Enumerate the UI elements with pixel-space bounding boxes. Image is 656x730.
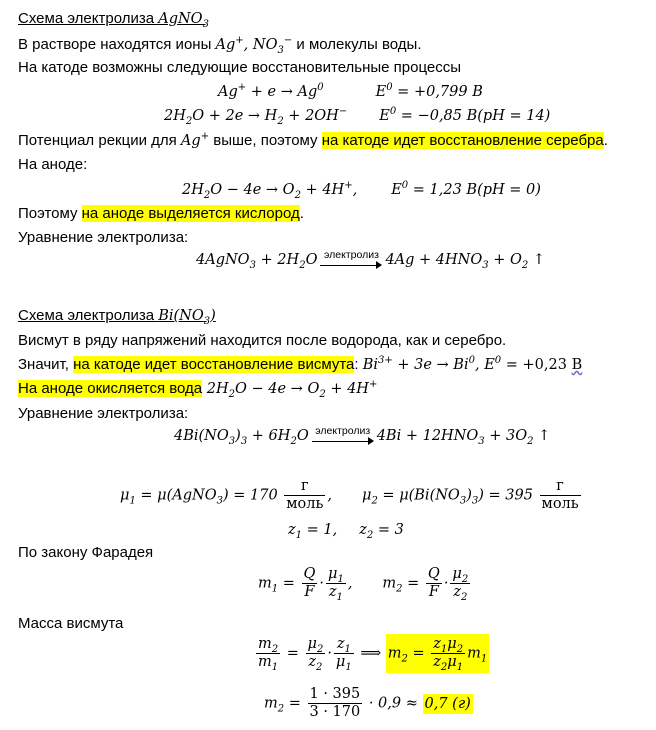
bismuth-cathode-line: Значит, на катоде идет восстановление висмута: $Bi^{3+} + 3e \to Bi^0$, $E^0 = +0,23$ В	[18, 355, 583, 373]
highlight-answer: 0,7 (г)	[424, 695, 471, 712]
cathode-eq-water: $2H_2O + 2e \to H_2 + 2OH^-$ $E^0 = -0,85$ В(pH = 14)	[164, 106, 551, 127]
arrow-electrolysis-2: электролиз	[312, 426, 374, 446]
highlight-m2-formula: $m_2$ = $\frac{z_1\mu_2}{z_2\mu_1}$ $m_1$	[387, 636, 488, 673]
faraday-label: По закону Фарадея	[18, 544, 154, 561]
anode-conclusion: Поэтому на аноде выделяется кислород.	[18, 205, 304, 222]
electrolysis-eq-label: Уравнение электролиза:	[18, 229, 189, 246]
cathode-intro: На катоде возможны следующие восстановительные процессы	[18, 59, 462, 76]
arrow-electrolysis: электролиз	[320, 250, 382, 270]
mass-label: Масса висмута	[18, 615, 124, 632]
bismuth-anode-line: На аноде окисляется вода $2H_2O - 4e \to O_2 + 4H^+$	[18, 379, 378, 400]
section1-title: Схема электролиза AgNO$_3$	[18, 10, 209, 30]
molar-masses: $\mu_1$ = μ(AgNO$_3$) = 170 $\frac{г}{\text{моль}}$ , $\mu_2 = \mu(Bi(NO_3)_3) = 395$ $\frac{г}{\text{моль}}$	[120, 478, 579, 512]
bismuth-series-line: Висмут в ряду напряжений находится после водорода, как и серебро.	[18, 332, 507, 349]
ions-line: В растворе находятся ионы Ag+, $NO_3^-$ и молекулы воды.	[18, 35, 422, 56]
highlight-silver-reduction: на катоде идет восстановление серебра	[321, 132, 604, 149]
highlight-oxygen: на аноде выделяется кислород	[81, 205, 300, 222]
final-calc: $m_2$ = $\frac{1 \cdot 395}{3 \cdot 170}$ · 0,9 ≈ 0,7 (г)	[264, 686, 471, 720]
anode-label: На аноде:	[18, 156, 88, 173]
highlight-water-oxidation: На аноде окисляется вода	[18, 380, 203, 397]
electrolysis-eq-label-2: Уравнение электролиза:	[18, 405, 189, 422]
cathode-eq-silver: $Ag^+ + e \to Ag^0$ $E^0 = +0,799$ В	[218, 82, 483, 100]
cathode-conclusion: Потенциал рекции для Ag+ выше, поэтому на катоде идет восстановление серебра.	[18, 131, 608, 149]
electrolysis-eq-bismuth: $4Bi(NO_3)_3 + 6H_2O$ электролиз $4Bi + 12HNO_3 + 3O_2$ ↑	[174, 425, 551, 447]
faraday-formulas: $m_1$ = $\frac{Q}{F}$ · $\frac{\mu_1}{z_1}$ , $m_2$ = $\frac{Q}{F}$ · $\frac{\mu_2}{z_2}$	[258, 566, 469, 603]
valences: $z_1 = 1$, $z_2 = 3$	[288, 522, 404, 541]
section2-title: Схема электролиза $Bi(NO_3)$	[18, 307, 216, 327]
anode-eq: $2H_2O - 4e \to O_2 + 4H^+$, $E^0 = 1,23$ В(pH = 0)	[182, 180, 541, 201]
highlight-bismuth-reduction: на катоде идет восстановление висмута	[73, 356, 355, 373]
mass-ratio: $\frac{m_2}{m_1}$ = $\frac{\mu_2}{z_2}$ · $\frac{z_1}{\mu_1}$ ⟹ $m_2$ = $\frac{z_1\mu_2}{z_2\mu_1}$ $m_1$	[258, 636, 488, 673]
electrolysis-eq-silver: 4AgNO$_3$ + $2H_2O$ электролиз $4Ag + 4HNO_3 + O_2$ ↑	[196, 249, 546, 271]
